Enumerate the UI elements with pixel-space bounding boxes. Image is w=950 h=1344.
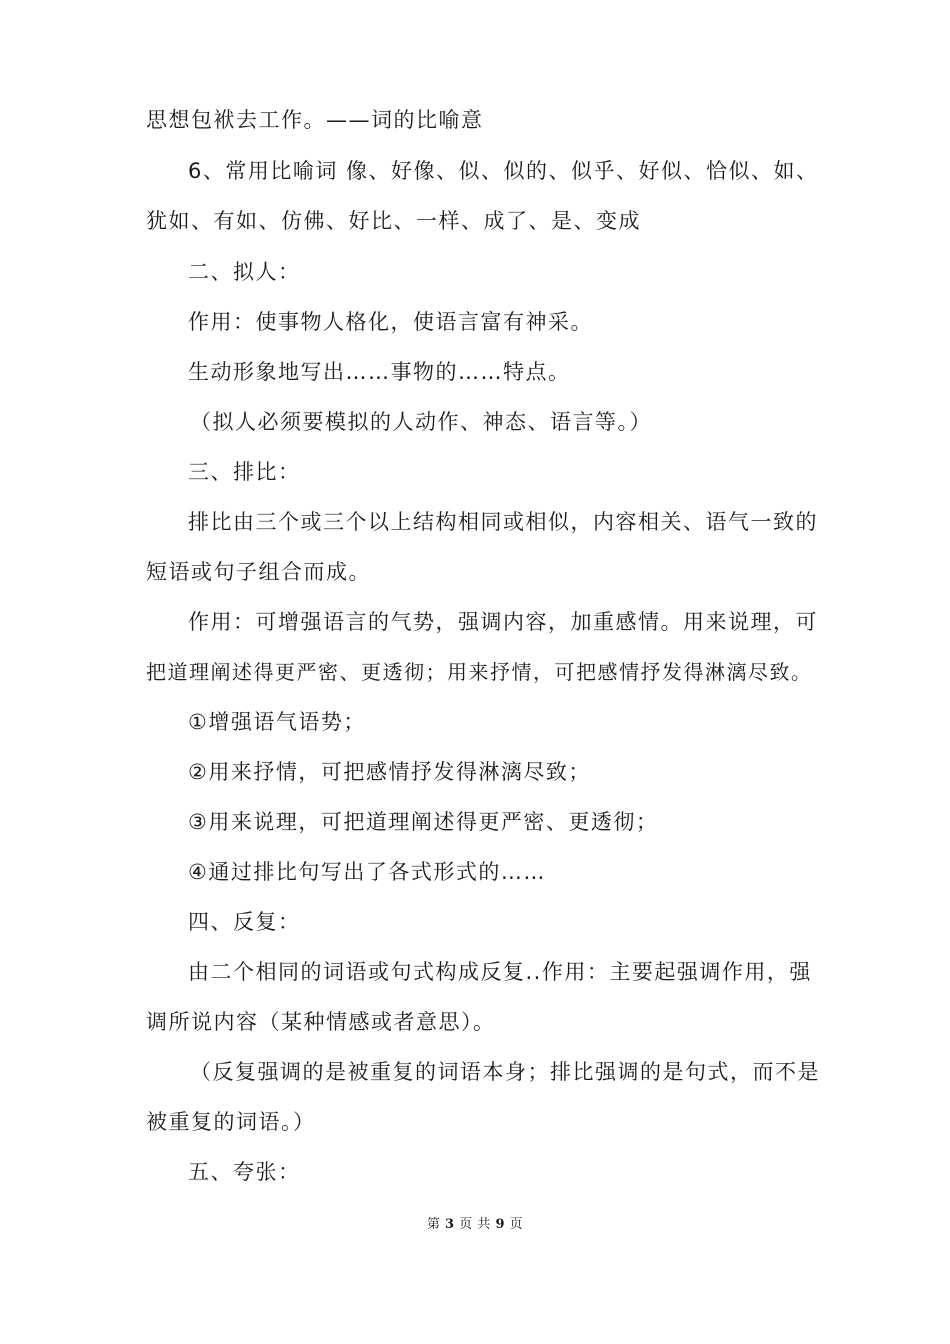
section-heading: 三、排比： — [188, 460, 301, 484]
section-heading: 五、夸张： — [188, 1160, 301, 1184]
text-line: 把道理阐述得更严密、更透彻；用来抒情，可把感情抒发得淋漓尽致。 — [146, 660, 813, 684]
list-item: ④通过排比句写出了各式形式的…… — [188, 860, 546, 884]
text-line: 调所说内容（某种情感或者意思）。 — [146, 1010, 496, 1034]
text-line: 6、常用比喻词 像、好像、似、似的、似乎、好似、恰似、如、 — [188, 159, 819, 183]
text-line: 短语或句子组合而成。 — [146, 560, 371, 584]
list-item: ③用来说理，可把道理阐述得更严密、更透彻； — [188, 810, 659, 834]
text-line: 作用：可增强语言的气势，强调内容，加重感情。用来说理，可 — [188, 610, 818, 634]
section-heading: 二、拟人： — [188, 260, 301, 284]
text-line: 思想包袱去工作。——词的比喻意 — [146, 108, 484, 132]
list-item: ②用来抒情，可把感情抒发得淋漓尽致； — [188, 760, 591, 784]
current-page-number: 3 — [444, 1217, 455, 1232]
text-line: 犹如、有如、仿佛、好比、一样、成了、是、变成 — [146, 209, 641, 233]
text-line: 排比由三个或三个以上结构相同或相似，内容相关、语气一致的 — [188, 510, 818, 534]
footer-prefix: 第 — [426, 1217, 441, 1232]
text-line: 作用：使事物人格化，使语言富有神采。 — [188, 310, 593, 334]
footer-middle: 页 共 — [459, 1217, 491, 1232]
text-line: 生动形象地写出……事物的……特点。 — [188, 360, 571, 384]
total-pages-number: 9 — [495, 1217, 505, 1232]
text-line: 由二个相同的词语或句式构成反复..作用：主要起强调作用，强 — [188, 960, 812, 984]
text-line: 被重复的词语。） — [146, 1110, 316, 1134]
text-line: （反复强调的是被重复的词语本身；排比强调的是句式，而不是 — [190, 1060, 820, 1084]
list-item: ①增强语气语势； — [188, 710, 366, 734]
page-footer — [0, 1216, 950, 1234]
section-heading: 四、反复： — [188, 910, 301, 934]
text-line: （拟人必须要模拟的人动作、神态、语言等。） — [190, 410, 652, 434]
footer-suffix: 页 — [509, 1217, 524, 1232]
